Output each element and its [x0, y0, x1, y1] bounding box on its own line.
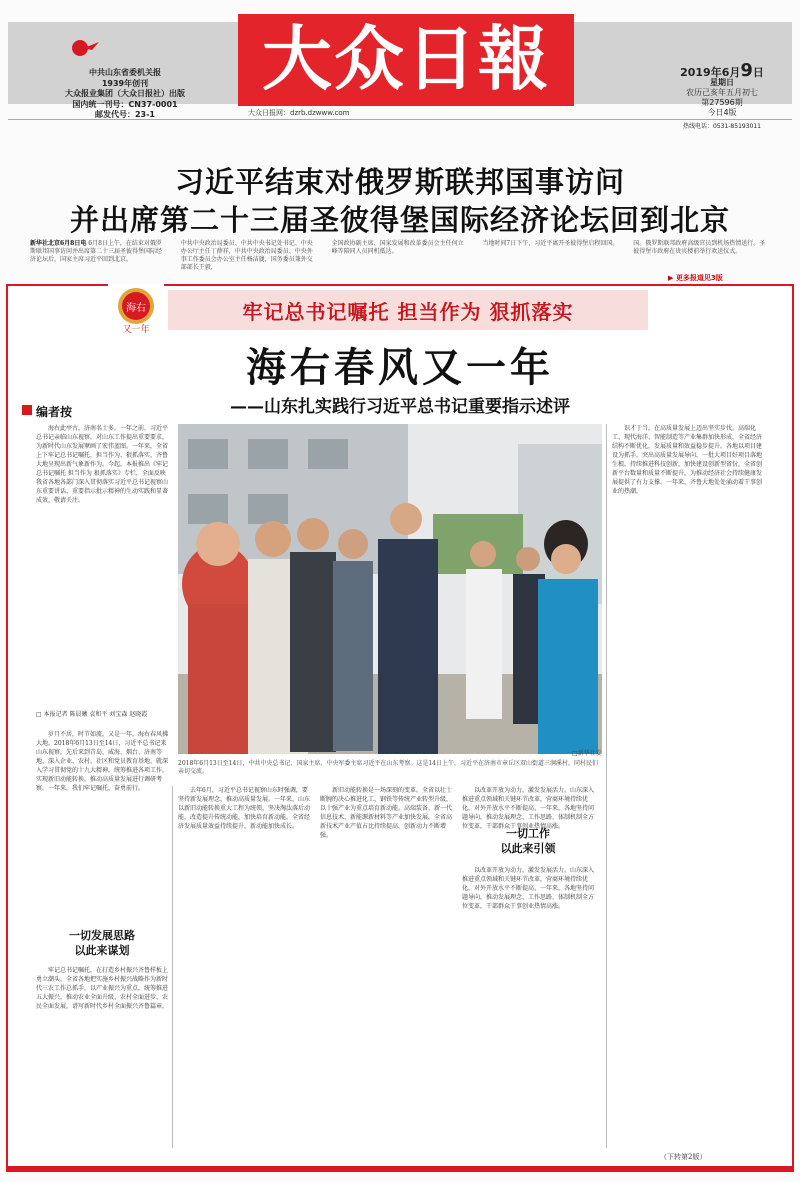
- lead-text: 6月8日上午，在结束对俄罗斯联邦国事访问并出席第二十三届圣彼得堡国际经济论坛后，国家主席习近平回到北京。: [30, 240, 163, 263]
- issue-date: [662, 60, 782, 81]
- article-column: 识才于当，在高质量发展上迈出坚实步伐。高端化工、现代海洋、智能制造等产业集群加快形成，全省经济结构不断优化，发展质量和效益稳步提升。各地以项目建设为抓手，突出高质量发展导向，一批大项目好项目落地生根。持续推进科技创新，加快建设创新型省份，全省创新平台数量和质量不断提升，为推动经济社会持续健康发展提供了有力支撑。一年来，齐鲁大地处处涌动着干事创业的热潮。: [612, 425, 763, 495]
- lead-story-columns: [30, 240, 770, 276]
- more-reports-label: 更多报道见3版: [675, 274, 723, 282]
- issue-number: 第27596期: [701, 98, 743, 107]
- masthead-line: 中共山东省委机关报: [89, 68, 161, 77]
- hotline: 热线电话：0531-85193011: [683, 123, 761, 130]
- article-column: 以改革开放为动力，激发发展活力。山东深入推进重点领域和关键环节改革，营商环境持续优化，对外开放水平不断提高。一年来，各地坚持问题导向，推动发展理念、工作思路、体制机制全方位变革，干部群众干事创业热情高涨。: [462, 787, 595, 830]
- lead-column: 中共中央政治局委员、中共中央书记处书记、中央办公厅主任丁薛祥，中共中央政治局委员、中央外事工作委员会办公室主任杨洁篪，国务委员兼外交部部长王毅，: [180, 240, 313, 271]
- website-strip: 大众日报网：dzrb.dzwww.com: [8, 106, 792, 120]
- newspaper-flag: [238, 14, 574, 106]
- photo-caption: 2018年6月13日至14日，中共中央总书记、国家主席、中央军委主席习近平在山东考察。这是14日上午，习近平在济南市章丘区双山街道三涧溪村，同村民们亲切交流。: [178, 760, 598, 775]
- section-heading-1: 一切发展思路 以此来谋划: [69, 929, 135, 957]
- date-month: 2019年6月: [680, 66, 741, 79]
- editor-note-marker: [22, 405, 32, 415]
- article-column: 以改革开放为动力，激发发展活力。山东深入推进重点领域和关键环节改革，营商环境持续优化，对外开放水平不断提高。一年来，各地坚持问题导向，推动发展理念、工作思路、体制机制全方位变革，干部群众干事创业热情高涨。: [462, 867, 595, 910]
- date-suffix: 日: [752, 66, 764, 79]
- masthead: [0, 0, 800, 138]
- column-divider: [172, 786, 173, 1148]
- section-heading-2: 一切工作 以此来引领: [500, 827, 556, 855]
- lead-column: 当地时间7日下午，习近平离开圣彼得堡启程回国。: [482, 240, 619, 247]
- article-column: 牢记总书记嘱托，在打造乡村振兴齐鲁样板上勇立潮头。全省各地把实施乡村振兴战略作为新时代三农工作总抓手，以产业振兴为重点，统筹推进五大振兴，推动农业全面升级、农村全面进步、农民全面发展，谱写新时代乡村全面振兴齐鲁篇章。: [36, 967, 169, 1010]
- column-banner: [168, 290, 648, 330]
- masthead-line: 大众报业集团（大众日报社）出版: [65, 89, 185, 98]
- photo-credit-text: 新华社发: [577, 750, 602, 757]
- lunar-date: 农历己亥年五月初七: [686, 88, 758, 97]
- more-reports-link[interactable]: ▶ 更多报道见3版: [668, 274, 723, 282]
- lead-headline-line1: 习近平结束对俄罗斯联邦国事访问: [174, 165, 625, 199]
- page-count: 今日4版: [707, 108, 737, 117]
- lead-column: 全国政协副主席、国家发展和改革委员会主任何立峰等陪同人员同机抵达。: [331, 240, 464, 255]
- svg-text:又一年: 又一年: [122, 325, 150, 335]
- lead-column: [30, 240, 167, 276]
- feature-headline: 海右春风又一年: [246, 345, 554, 391]
- feature-subhead: ——山东扎实践行习近平总书记重要指示述评: [230, 397, 570, 417]
- date-day: 9: [740, 60, 753, 81]
- continued-note: （下转第2版）: [660, 1153, 707, 1161]
- masthead-line: 邮发代号：23-1: [94, 110, 156, 119]
- column-divider: [606, 424, 607, 1148]
- masthead-line: 国内统一刊号：CN37-0001: [72, 99, 178, 109]
- byline: □ 本报记者 陈晨曦 袁和平 刘宝森 赵晓霞: [36, 711, 148, 718]
- newspaper-title: 大众日報: [262, 17, 550, 100]
- article-column: 岁月不居，时节如流。又是一年，海右春风拂大地。2018年6月13日至14日，习近平总书记来山东视察，先后来到青岛、威海、烟台、济南等地，深入企业、农村、社区和党员教育基地，就深入学习贯彻党的十九大精神，统筹推进各项工作，实现新旧动能转换，推动高质量发展进行调研考察。一年来，我们牢记嘱托，奋勇前行。: [36, 731, 169, 792]
- weekday: 星期日: [710, 78, 734, 87]
- group-logo-icon: [70, 38, 100, 58]
- editor-note-text: 海右此亭古，济南名士多。一年之前，习近平总书记亲临山东视察，对山东工作提出重要要求，为新时代山东发展擘画了宏伟蓝图。一年来，全省上下牢记总书记嘱托，担当作为、狠抓落实，齐鲁大地呈现出新气象新作为。今起，本报推出《牢记总书记嘱托 担当作为 狠抓落实》专栏，全面反映我省各地各部门深入贯彻落实习近平总书记视察山东重要讲话、重要指示批示精神的生动实践和显著成效，敬请关注。: [36, 425, 169, 504]
- news-photo: [178, 424, 602, 754]
- lead-column: 国。俄罗斯联邦政府高级官员到机场热情送行。圣彼得堡市政府在贵宾楼前举行欢送仪式。: [633, 240, 766, 255]
- banner-text: 牢记总书记嘱托 担当作为 狠抓落实: [242, 299, 574, 324]
- column-tag: [108, 284, 164, 336]
- photo-credit: □新华社发: [572, 750, 602, 757]
- dateline: 新华社北京6月8日电: [30, 240, 87, 247]
- editor-note-heading: 编者按: [36, 405, 73, 419]
- article-column: 去年6月，习近平总书记视察山东时强调，要坚持新发展理念，推动高质量发展。一年来，山东以新旧动能转换重大工程为统领，坚决淘汰落后动能，改造提升传统动能，加快培育新动能，全省经济发展质量效益持续提升，新动能加快成长。: [178, 787, 311, 830]
- bottom-border: [6, 1168, 794, 1172]
- article-column: 新旧动能转换是一场深刻的变革。全省以壮士断腕的决心推进化工、钢铁等传统产业转型升级，以十强产业为重点培育新动能。高端装备、新一代信息技术、新能源新材料等产业加快发展，全省高新技术产业产值占比持续提高，创新动力不断增强。: [320, 787, 453, 839]
- masthead-line: 1939年创刊: [101, 78, 149, 88]
- svg-text:海右: 海右: [126, 303, 146, 314]
- lead-headline-line2: 并出席第二十三届圣彼得堡国际经济论坛回到北京: [69, 203, 730, 237]
- masthead-right-info: [662, 60, 782, 132]
